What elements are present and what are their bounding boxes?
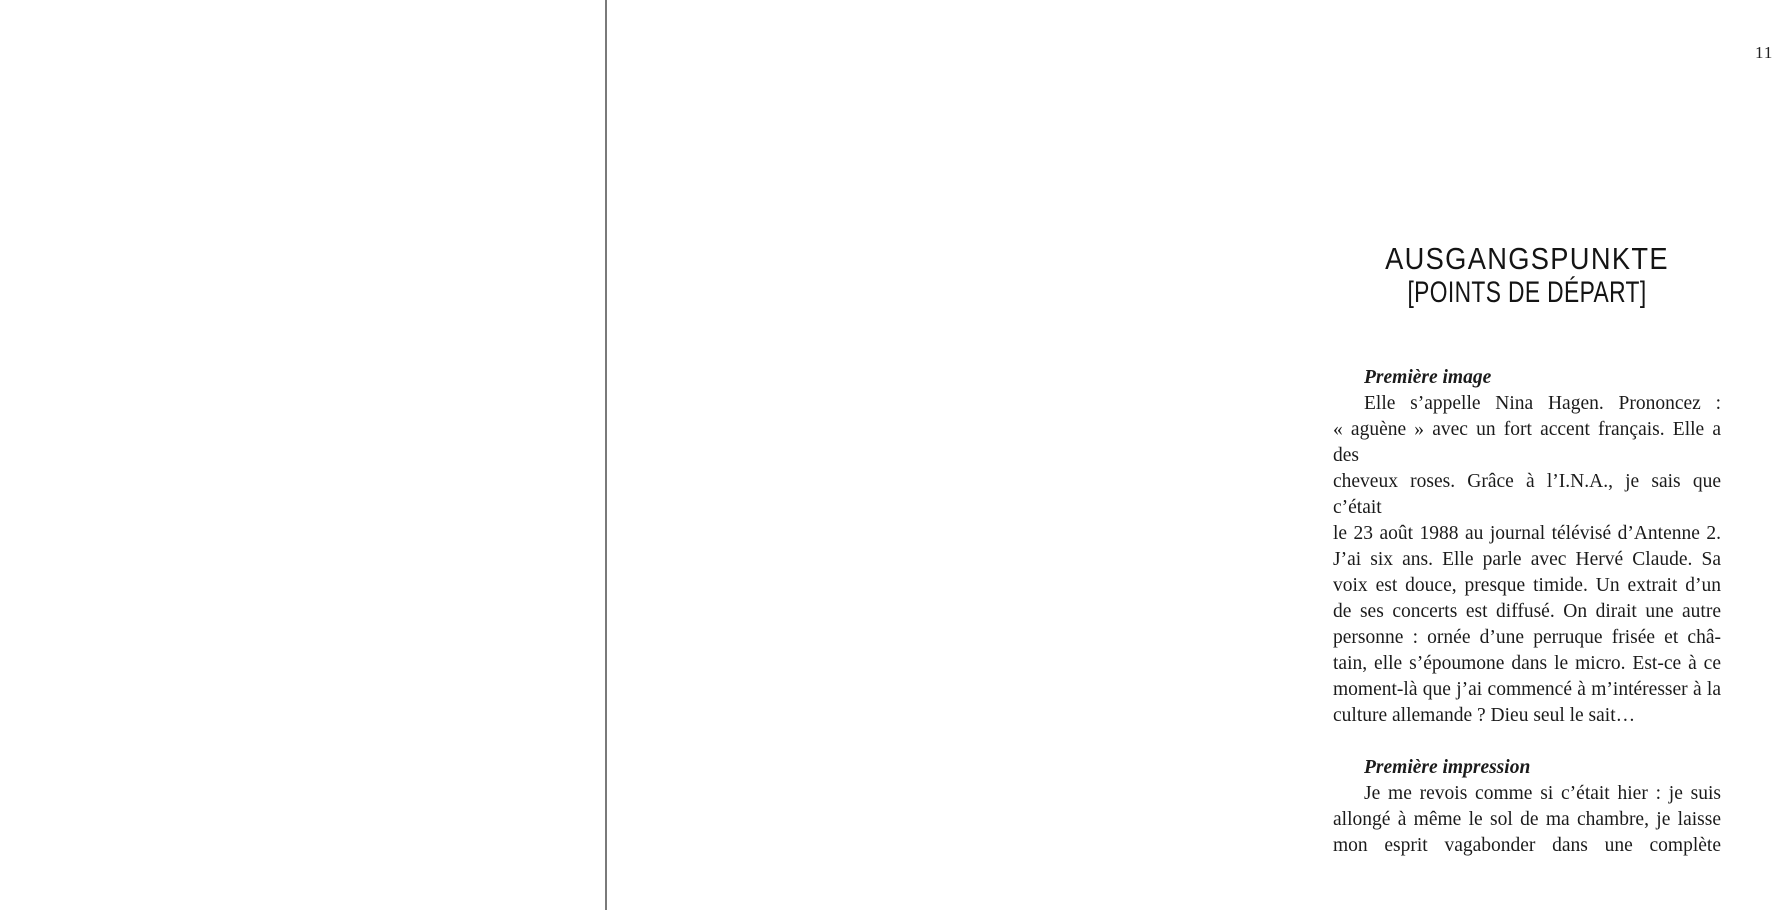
text-line: tain, elle s’époumone dans le micro. Est-ce à ce (1333, 653, 1721, 674)
text-line: voix est douce, presque timide. Un extrait d’un (1333, 575, 1721, 596)
text-line: moment-là que j’ai commencé à m’intéresser à la (1333, 679, 1721, 700)
text-line: « aguène » avec un fort accent français. Elle a des (1333, 419, 1721, 466)
text-line: Je me revois comme si c’était hier : je suis (1364, 783, 1721, 804)
text-line: allongé à même le sol de ma chambre, je laisse (1333, 809, 1721, 830)
left-page-blank (0, 0, 605, 913)
right-page (607, 0, 1773, 913)
text-line: le 23 août 1988 au journal télévisé d’Antenne 2. (1333, 523, 1721, 544)
section-heading-premiere-impression: Première impression (1364, 757, 1531, 778)
text-line: cheveux roses. Grâce à l’I.N.A., je sais que c’était (1333, 471, 1721, 518)
text-line: J’ai six ans. Elle parle avec Hervé Claude. Sa (1333, 549, 1721, 570)
chapter-title (1333, 241, 1721, 310)
text-line: de ses concerts est diffusé. On dirait une autre (1333, 601, 1721, 622)
paragraph-gap (1333, 729, 1721, 755)
text-line: personne : ornée d’une perruque frisée et châ- (1333, 627, 1721, 648)
body-text (1333, 365, 1721, 859)
text-line: Elle s’appelle Nina Hagen. Prononcez : (1364, 393, 1721, 414)
text-line: culture allemande ? Dieu seul le sait… (1333, 705, 1636, 726)
page-number: 11 (1755, 43, 1773, 62)
chapter-title-main: AUSGANGSPUNKTE (1385, 241, 1669, 276)
text-line: mon esprit vagabonder dans une complète (1333, 835, 1721, 856)
section-heading-premiere-image: Première image (1364, 367, 1492, 388)
chapter-title-translation: [POINTS DE DÉPART] (1407, 276, 1647, 309)
